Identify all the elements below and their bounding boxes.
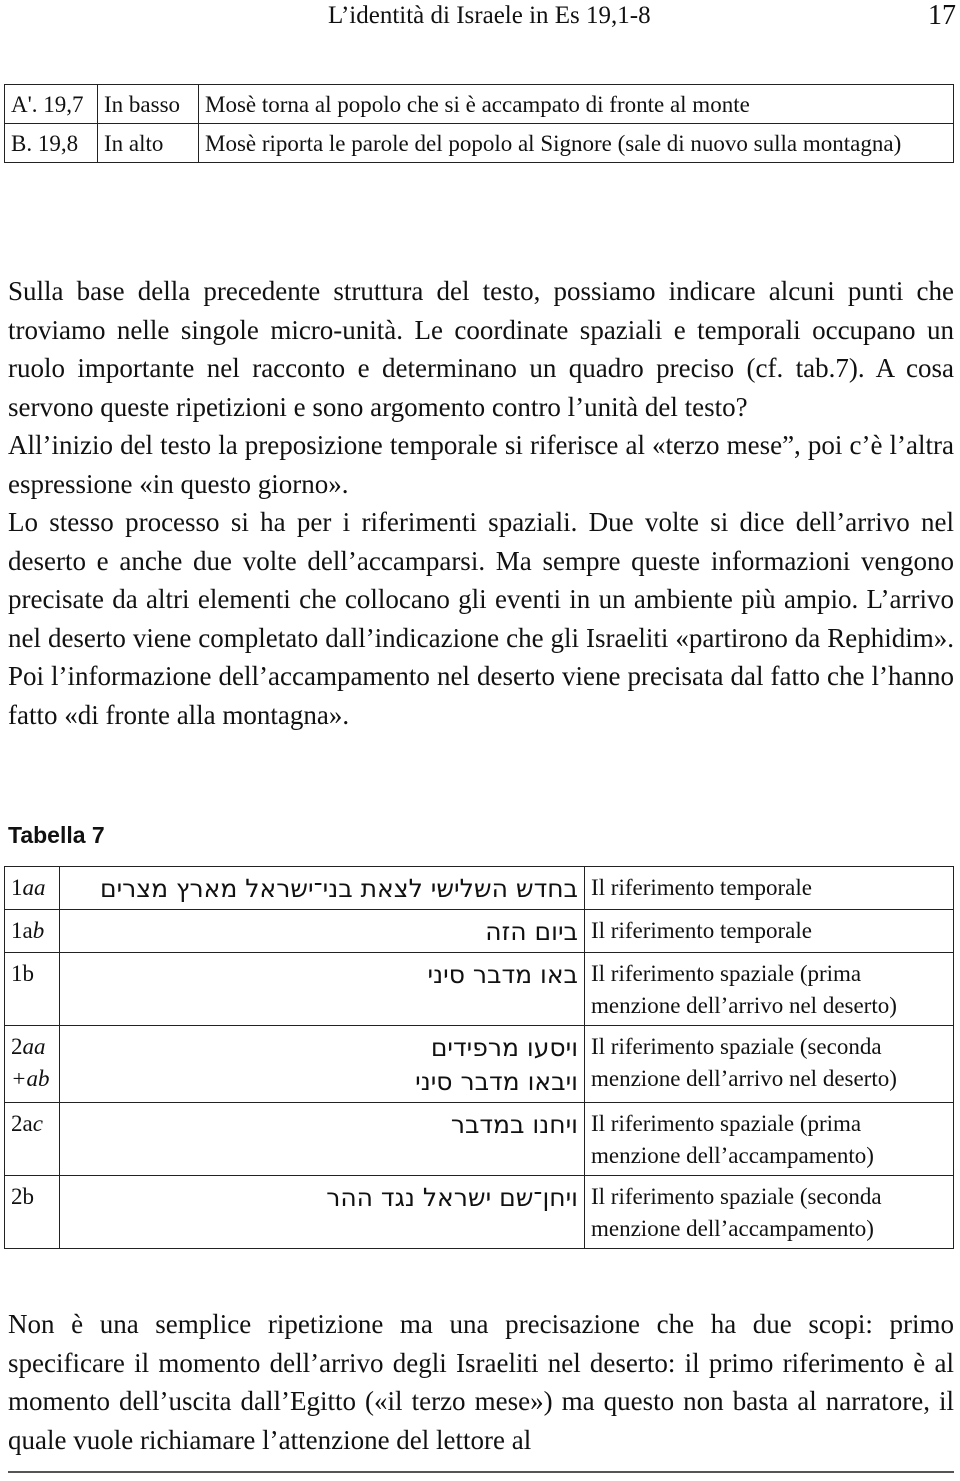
hebrew-cell (60, 1103, 585, 1176)
verse-cell (5, 953, 60, 1026)
running-title: L’identità di Israele in Es 19,1-8 (328, 2, 651, 29)
verse-number: 1 (11, 875, 23, 900)
verse-cell (5, 867, 60, 910)
verse-number: 1a (11, 918, 33, 943)
note-cell: Il riferimento spaziale (seconda menzione dell’arrivo nel deserto) (585, 1026, 954, 1103)
hebrew-line: בחדש השלישי לצאת בני־ישראל מארץ מצרים (99, 874, 578, 903)
structure-table (4, 84, 954, 163)
body-text-top (8, 272, 954, 734)
verse-cell (5, 910, 60, 953)
verse-suffix: c (32, 1111, 43, 1136)
table-row (5, 953, 954, 1026)
table-row (5, 124, 954, 163)
note-cell: Il riferimento spaziale (prima menzione dell’accampamento) (585, 1103, 954, 1176)
hebrew-line: ויסעו מרפידים (430, 1033, 578, 1062)
hebrew-line: ביום הזה (485, 917, 578, 946)
footer-rule (8, 1471, 954, 1473)
table-row (5, 1103, 954, 1176)
ref-cell: B. 19,8 (5, 124, 98, 163)
hebrew-line: ויחן־שם ישראל נגד ההר (326, 1183, 578, 1212)
position-cell: In alto (98, 124, 199, 163)
table-row (5, 910, 954, 953)
paragraph: All’inizio del testo la preposizione temporale si riferisce al «terzo mese”, poi c’è l’altra espressione «in questo giorno». (8, 430, 954, 499)
paragraph: Lo stesso processo si ha per i riferimenti spaziali. Due volte si dice dell’arrivo nel deserto e anche due volte dell’accamparsi. Ma sempre queste informazioni vengono precisate da altri elementi che collocano gli eventi in un ambiente più ampio. L’arrivo nel deserto viene completato dall’indicazione che gli Israeliti «partirono da Rephidim». Poi l’informazione dell’accampamento nel deserto viene precisata dal fatto che l’hanno fatto «di fronte alla montagna». (8, 507, 954, 730)
hebrew-line: ויבאו מדבר סיני (415, 1067, 578, 1096)
body-text-bottom (8, 1305, 954, 1459)
verse-suffix: aa (22, 1034, 46, 1059)
hebrew-line: באו מדבר סיני (427, 960, 578, 989)
table-7 (4, 866, 954, 1249)
verse-suffix-2: +ab (11, 1066, 50, 1091)
paragraph: Sulla base della precedente struttura del testo, possiamo indicare alcuni punti che troviamo nelle singole micro-unità. Le coordinate spaziali e temporali occupano un ruolo importante nel racconto e determinano un quadro preciso (cf. tab.7). A cosa servono queste ripetizioni e sono argomento contro l’unità del testo? (8, 276, 954, 422)
verse-cell (5, 1176, 60, 1249)
hebrew-cell (60, 1176, 585, 1249)
note-cell: Il riferimento temporale (585, 910, 954, 953)
note-cell: Il riferimento temporale (585, 867, 954, 910)
verse-number: 2b (11, 1184, 34, 1209)
hebrew-cell (60, 867, 585, 910)
hebrew-cell (60, 910, 585, 953)
table-row (5, 85, 954, 124)
note-cell: Il riferimento spaziale (prima menzione dell’arrivo nel deserto) (585, 953, 954, 1026)
verse-number: 2a (11, 1111, 33, 1136)
page-number: 17 (928, 0, 956, 31)
verse-number: 1b (11, 961, 34, 986)
note-cell: Il riferimento spaziale (seconda menzione dell’accampamento) (585, 1176, 954, 1249)
table-row (5, 1176, 954, 1249)
verse-cell (5, 1103, 60, 1176)
table-caption: Tabella 7 (8, 822, 105, 848)
description-cell: Mosè torna al popolo che si è accampato di fronte al monte (199, 85, 954, 124)
page-header (0, 0, 960, 40)
position-cell: In basso (98, 85, 199, 124)
hebrew-cell (60, 1026, 585, 1103)
ref-cell: A'. 19,7 (5, 85, 98, 124)
verse-suffix: b (32, 918, 45, 943)
description-cell: Mosè riporta le parole del popolo al Signore (sale di nuovo sulla montagna) (199, 124, 954, 163)
table-row (5, 867, 954, 910)
verse-suffix: aa (22, 875, 46, 900)
hebrew-cell (60, 953, 585, 1026)
verse-cell (5, 1026, 60, 1103)
hebrew-line: ויחנו במדבר (450, 1110, 578, 1139)
verse-number: 2 (11, 1034, 23, 1059)
paragraph: Non è una semplice ripetizione ma una precisazione che ha due scopi: primo specificare il momento dell’arrivo degli Israeliti nel deserto: il primo riferimento è al momento dell’uscita dall’Egitto («il terzo mese») ma questo non basta al narratore, il quale vuole richiamare l’attenzione del lettore al (8, 1309, 954, 1455)
table-row (5, 1026, 954, 1103)
